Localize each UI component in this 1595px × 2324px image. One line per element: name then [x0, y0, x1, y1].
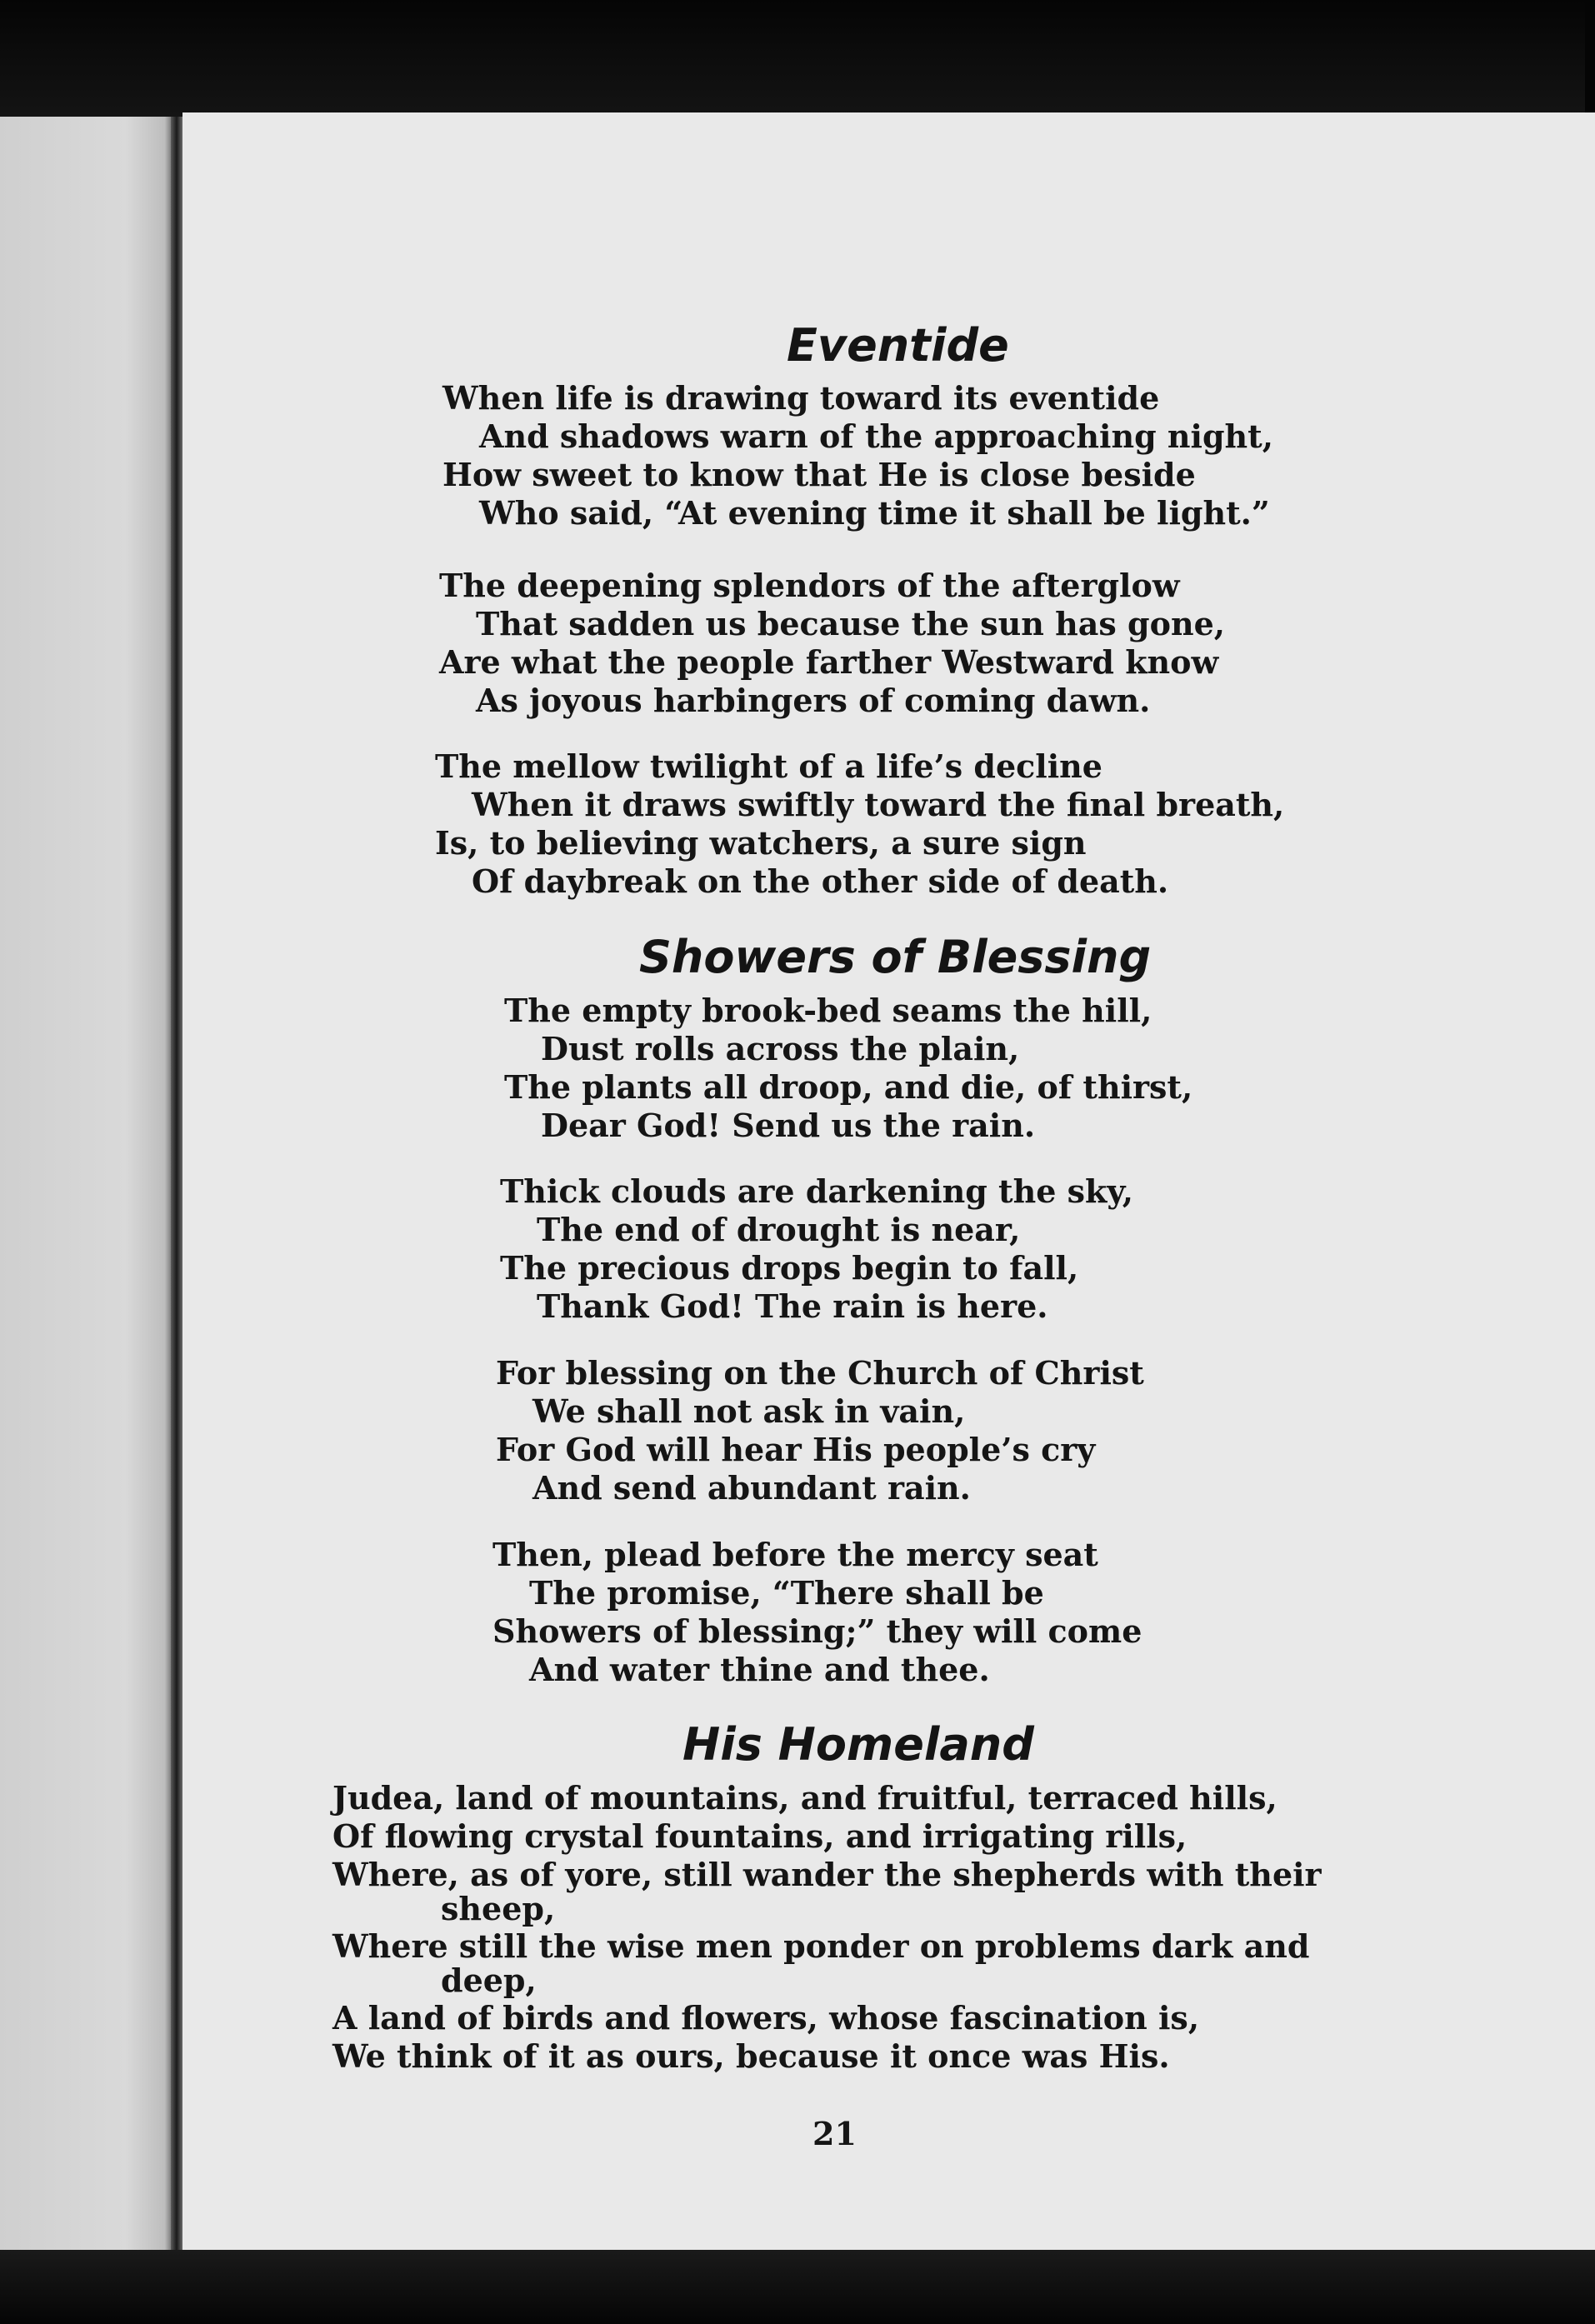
poem-line: Then, plead before the mercy seat [492, 1536, 1098, 1573]
poem-line: Of daybreak on the other side of death. [472, 862, 1169, 900]
poem-line: A land of birds and flowers, whose fascination is, [332, 1999, 1200, 2037]
poem-line: As joyous harbingers of coming dawn. [476, 682, 1151, 719]
showers-stanza-1 [504, 992, 1192, 1145]
poem-line: The empty brook-bed seams the hill, [504, 992, 1152, 1029]
poem-line: Judea, land of mountains, and fruitful, terraced hills, [332, 1779, 1278, 1817]
showers-stanza-4 [492, 1536, 1142, 1689]
eventide-stanza-2 [439, 567, 1225, 720]
poem-line: The precious drops begin to fall, [500, 1249, 1079, 1287]
poem-line: The end of drought is near, [537, 1211, 1021, 1248]
poem-line: And water thine and thee. [529, 1651, 990, 1688]
facing-page-edge [0, 117, 179, 2250]
poem-line: sheep, [441, 1890, 556, 1927]
page-number: 21 [812, 2115, 857, 2152]
poem-line: Dust rolls across the plain, [541, 1030, 1020, 1067]
poem-line: Is, to believing watchers, a sure sign [435, 824, 1087, 862]
scan-bottom-border [0, 2250, 1595, 2324]
poem-line: Who said, “At evening time it shall be light.” [479, 494, 1270, 532]
poem-line: deep, [441, 1962, 537, 1999]
poem-line: Thick clouds are darkening the sky, [500, 1172, 1134, 1210]
poem-line: We shall not ask in vain, [532, 1392, 966, 1430]
showers-stanza-2 [500, 1172, 1133, 1326]
book-spine [171, 117, 182, 2250]
poem-line: For God will hear His people’s cry [496, 1431, 1096, 1468]
poem-line: For blessing on the Church of Christ [496, 1354, 1144, 1392]
poem-line: Are what the people farther Westward know [439, 643, 1219, 681]
poem-line: That sadden us because the sun has gone, [476, 605, 1225, 642]
eventide-stanza-3 [435, 747, 1284, 901]
poem-line: When life is drawing toward its eventide [442, 379, 1160, 417]
poem-title-eventide: Eventide [787, 319, 1009, 372]
poem-line: When it draws swiftly toward the final breath, [472, 786, 1285, 823]
homeland-stanza-1 [332, 1779, 1322, 2076]
book-page [182, 112, 1595, 2250]
showers-stanza-3 [496, 1354, 1144, 1507]
poem-line: The deepening splendors of the afterglow [439, 567, 1180, 604]
poem-title-his-homeland: His Homeland [682, 1718, 1034, 1771]
poem-line: Of flowing crystal fountains, and irrigating rills, [332, 1817, 1188, 1855]
poem-line: The plants all droop, and die, of thirst, [504, 1068, 1193, 1106]
scan-top-border [0, 0, 1595, 125]
poem-line: And send abundant rain. [532, 1469, 971, 1507]
poem-line: How sweet to know that He is close beside [442, 456, 1196, 493]
poem-line: The mellow twilight of a life’s decline [435, 747, 1102, 785]
poem-line: Showers of blessing;” they will come [492, 1612, 1142, 1650]
poem-line: And shadows warn of the approaching night, [479, 417, 1273, 455]
poem-title-showers-of-blessing: Showers of Blessing [639, 931, 1152, 983]
eventide-stanza-1 [442, 379, 1273, 532]
poem-line: Dear God! Send us the rain. [541, 1107, 1036, 1144]
poem-line: We think of it as ours, because it once was His. [332, 2037, 1170, 2075]
poem-line: Where, as of yore, still wander the shepherds with their [332, 1856, 1322, 1893]
poem-line: Thank God! The rain is here. [537, 1287, 1048, 1325]
poem-line: The promise, “There shall be [529, 1574, 1044, 1612]
poem-line: Where still the wise men ponder on problems dark and [332, 1927, 1310, 1965]
